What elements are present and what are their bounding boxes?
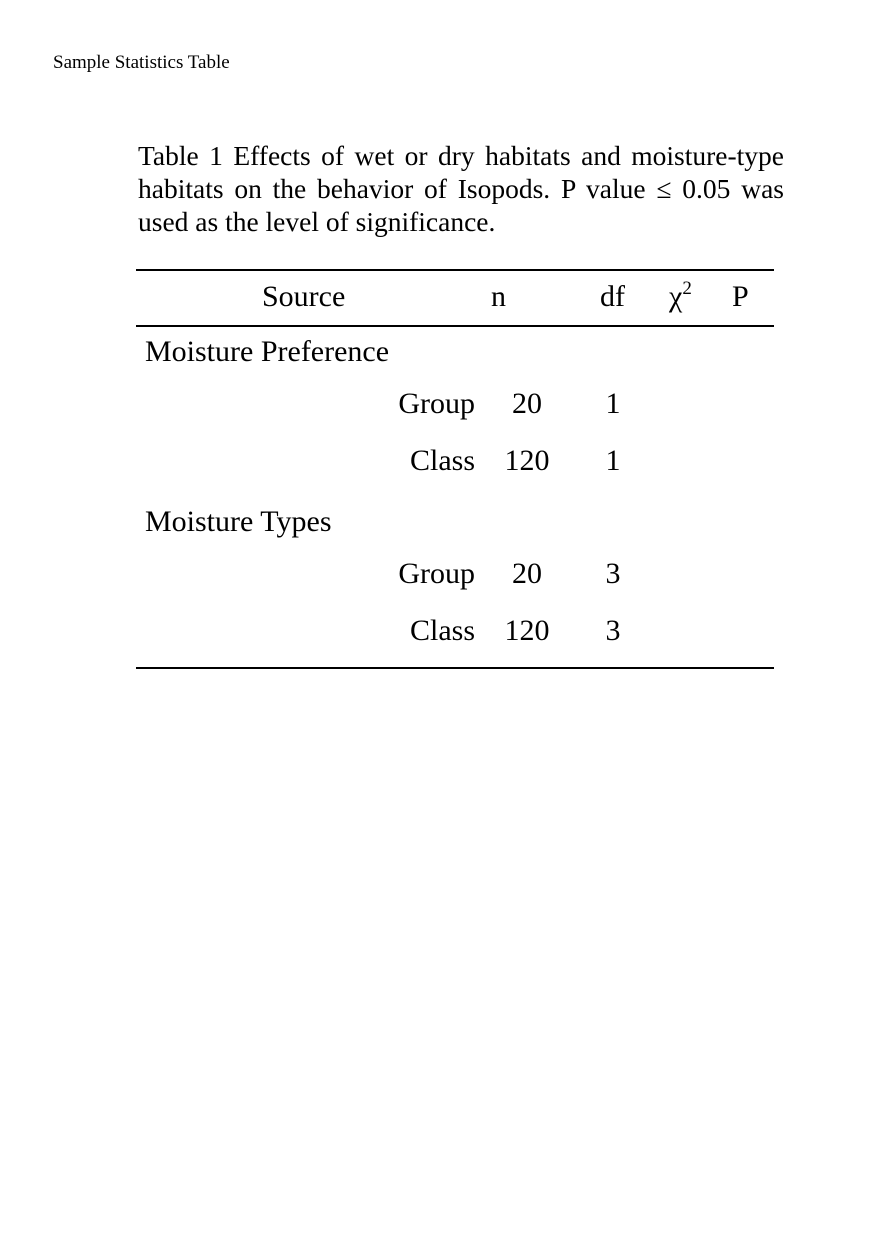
row-label: Class xyxy=(409,444,475,477)
table-header-row xyxy=(136,271,774,325)
table-row xyxy=(136,440,774,497)
page-header: Sample Statistics Table xyxy=(53,52,230,73)
section-row xyxy=(136,497,774,553)
caption-text: Effects of wet or dry habitats and moisture-type habitats on the behavior of Isopods. P value ≤ 0.05 was used as the level of significance. xyxy=(138,140,785,237)
column-header-n: n xyxy=(491,280,506,313)
table-bottom-rule xyxy=(136,667,774,669)
column-header-source: Source xyxy=(262,280,346,313)
statistics-table xyxy=(136,269,774,669)
table-row xyxy=(136,610,774,667)
column-header-df: df xyxy=(600,280,625,313)
row-n-value: 120 xyxy=(504,614,550,647)
chi-symbol: χ xyxy=(669,280,683,313)
row-n-value: 120 xyxy=(504,444,550,477)
row-n-value: 20 xyxy=(512,557,542,590)
row-label: Class xyxy=(409,614,475,647)
column-header-chi-square xyxy=(669,280,692,314)
section-title: Moisture Types xyxy=(145,505,332,538)
row-n-value: 20 xyxy=(512,387,542,420)
row-df-value: 1 xyxy=(605,444,621,477)
row-label: Group xyxy=(398,557,475,590)
column-header-p: P xyxy=(732,280,749,313)
table-row xyxy=(136,383,774,440)
row-df-value: 3 xyxy=(605,614,621,647)
chi-exponent: 2 xyxy=(682,278,692,299)
row-df-value: 3 xyxy=(605,557,621,590)
table-caption xyxy=(138,139,784,238)
row-df-value: 1 xyxy=(605,387,621,420)
caption-label: Table 1 xyxy=(138,140,223,171)
row-label: Group xyxy=(398,387,475,420)
section-title: Moisture Preference xyxy=(145,335,390,368)
section-row xyxy=(136,327,774,383)
table-row xyxy=(136,553,774,610)
